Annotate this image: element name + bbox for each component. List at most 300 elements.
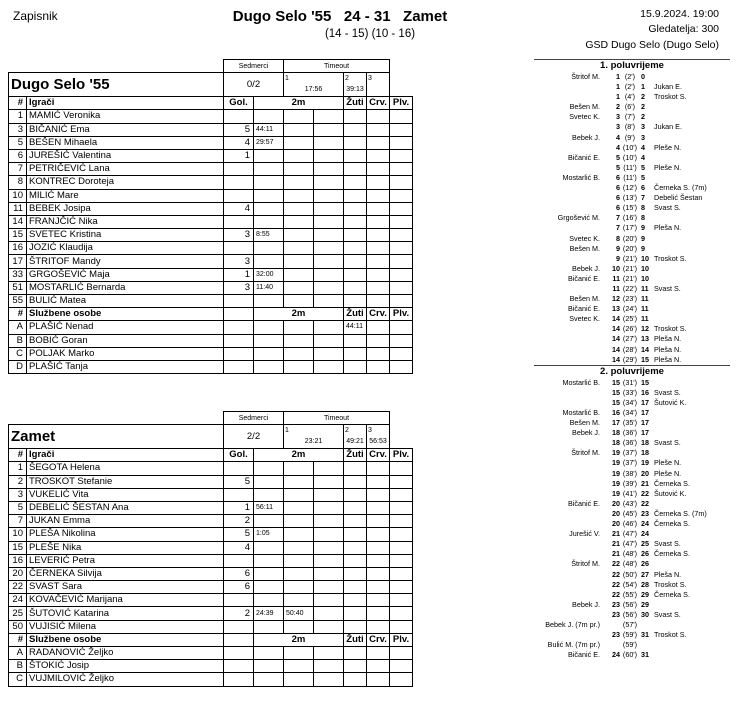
- empty: [390, 673, 413, 686]
- player-goals: 6: [224, 581, 254, 594]
- home-score: 15: [612, 387, 620, 397]
- suspension-2: [284, 255, 314, 268]
- suspension-1: [254, 215, 284, 228]
- yellow-card: [344, 541, 367, 554]
- players-header: Igrači: [27, 97, 224, 110]
- empty: [284, 321, 314, 334]
- away-score: 19: [641, 458, 649, 468]
- event-row: [534, 650, 730, 660]
- blue-card: [390, 163, 413, 176]
- suspension-2: [284, 528, 314, 541]
- player-number: 5: [9, 136, 27, 149]
- red-card: [367, 607, 390, 620]
- yellow-card: [344, 475, 367, 488]
- timeout-time: 56:53: [369, 438, 387, 446]
- event-row: [534, 509, 730, 519]
- suspension-2: [284, 149, 314, 162]
- event-row: [534, 324, 730, 334]
- home-scorer: Bešen M.: [569, 418, 600, 428]
- player-goals: [224, 215, 254, 228]
- event-row: [534, 489, 730, 499]
- suspension-1: [254, 255, 284, 268]
- suspension-3: [314, 163, 344, 176]
- yellow-card: [344, 515, 367, 528]
- yellow-card: [344, 488, 367, 501]
- home-score: 20: [612, 498, 620, 508]
- home-scorer: Štritof M.: [571, 448, 600, 458]
- player-name: JOZIĆ Klaudija: [27, 242, 224, 255]
- event-minute: (47'): [622, 529, 638, 539]
- event-row: [534, 284, 730, 294]
- event-minute: (24'): [622, 304, 638, 314]
- event-minute: (54'): [622, 579, 638, 589]
- red-card: [367, 581, 390, 594]
- home-scorer: Bičanić E.: [568, 498, 600, 508]
- empty: [224, 334, 254, 347]
- blue-card: [390, 554, 413, 567]
- home-score: 19: [612, 478, 620, 488]
- home-scorer: Štritof M.: [571, 559, 600, 569]
- yellow-card: [344, 581, 367, 594]
- event-minute: (23'): [622, 294, 638, 304]
- blue-card: [390, 462, 413, 475]
- event-minute: (12'): [622, 183, 638, 193]
- suspension-1: [254, 515, 284, 528]
- empty: [224, 633, 254, 646]
- home-scorer: Bičanić E.: [568, 650, 600, 660]
- empty: [224, 360, 254, 373]
- home-score: 22: [612, 559, 620, 569]
- away-score: 17: [641, 428, 649, 438]
- player-row: [9, 488, 438, 501]
- empty: [390, 321, 413, 334]
- event-minute: (60'): [622, 650, 638, 660]
- home-score: 18: [612, 428, 620, 438]
- empty: [367, 347, 390, 360]
- player-name: BEŠEN Mihaela: [27, 136, 224, 149]
- player-goals: 2: [224, 607, 254, 620]
- away-scorer: Šutović K.: [654, 397, 687, 407]
- suspension-1: [254, 176, 284, 189]
- player-number: 2: [9, 475, 27, 488]
- suspension-3: [314, 202, 344, 215]
- away-score: 1: [641, 82, 645, 92]
- red-card: [367, 554, 390, 567]
- suspension-3: [314, 189, 344, 202]
- home-scorer: Štritof M.: [571, 72, 600, 81]
- official-row: [9, 647, 438, 660]
- home-score: 22: [612, 579, 620, 589]
- blue-card: [390, 123, 413, 136]
- away-score: 2: [641, 102, 645, 112]
- goals-header: Gol.: [224, 449, 254, 462]
- away-score: 6: [641, 183, 645, 193]
- home-scorer: Svetec K.: [569, 314, 600, 324]
- event-row: [534, 304, 730, 314]
- official-code: A: [9, 321, 27, 334]
- suspension-3: [314, 567, 344, 580]
- away-score: 11: [641, 283, 649, 293]
- timeout-2: [344, 73, 367, 97]
- home-score: 21: [612, 529, 620, 539]
- blue-card: [390, 229, 413, 242]
- suspension-1: 8:55: [254, 229, 284, 242]
- red-card: [367, 268, 390, 281]
- team-name: Dugo Selo '55: [9, 73, 224, 97]
- event-row: [534, 539, 730, 549]
- red-card: [367, 149, 390, 162]
- second-half-heading: 2. poluvrijeme: [534, 365, 730, 378]
- player-goals: [224, 163, 254, 176]
- away-score: 16: [641, 387, 649, 397]
- suspension-3: [314, 123, 344, 136]
- player-name: GRGOŠEVIĆ Maja: [27, 268, 224, 281]
- yellow-card: [344, 295, 367, 308]
- player-goals: [224, 594, 254, 607]
- timeout-index: 1: [285, 75, 289, 83]
- timeout-index: 3: [368, 75, 372, 83]
- event-row: [534, 408, 730, 418]
- red-card: [367, 281, 390, 294]
- away-scorer: Troskot S.: [654, 579, 687, 589]
- away-scorer: Pleša N.: [654, 569, 682, 579]
- suspension-2: [284, 620, 314, 633]
- away-score: 24: [641, 519, 649, 529]
- event-row: [534, 264, 730, 274]
- blue-card: [390, 295, 413, 308]
- home-score: 20: [612, 519, 620, 529]
- red-card: [367, 176, 390, 189]
- away-score: 31: [641, 650, 649, 660]
- event-row: [534, 112, 730, 122]
- red-card: [367, 163, 390, 176]
- player-name: MILIĆ Mare: [27, 189, 224, 202]
- player-row: [9, 594, 438, 607]
- away-scorer: Svast S.: [654, 283, 681, 293]
- event-minute: (37'): [622, 458, 638, 468]
- event-minute: (13'): [622, 193, 638, 203]
- home-score: 23: [612, 599, 620, 609]
- red-header: Crv.: [367, 308, 390, 321]
- suspension-3: [314, 462, 344, 475]
- suspension-1: [254, 149, 284, 162]
- sedmerci-value: 2/2: [224, 425, 284, 449]
- player-number: 10: [9, 189, 27, 202]
- empty: [390, 334, 413, 347]
- player-name: VUKELIĆ Vita: [27, 488, 224, 501]
- player-row: [9, 202, 438, 215]
- player-number: 1: [9, 462, 27, 475]
- suspension-3: [314, 620, 344, 633]
- goals-header: Gol.: [224, 97, 254, 110]
- player-number: 7: [9, 163, 27, 176]
- event-minute: (2'): [624, 82, 636, 92]
- sedmerci-label: Sedmerci: [224, 60, 284, 73]
- red-card: [367, 541, 390, 554]
- event-minute: (48'): [622, 559, 638, 569]
- event-minute: (25'): [622, 314, 638, 324]
- player-name: JUREŠIĆ Valentina: [27, 149, 224, 162]
- player-number: 7: [9, 515, 27, 528]
- empty: [224, 321, 254, 334]
- suspension-2: [284, 110, 314, 123]
- suspension-1: [254, 488, 284, 501]
- players-header: Igrači: [27, 449, 224, 462]
- red-card: [367, 475, 390, 488]
- player-name: BULIĆ Matea: [27, 295, 224, 308]
- event-minute: (46'): [622, 519, 638, 529]
- suspension-1: 11:40: [254, 281, 284, 294]
- player-name: DEBELIĆ ŠESTAN Ana: [27, 501, 224, 514]
- event-minute: (10'): [622, 142, 638, 152]
- player-number: 15: [9, 229, 27, 242]
- player-row: [9, 554, 438, 567]
- away-score: 3: [641, 132, 645, 142]
- timeout-label: Timeout: [284, 60, 390, 73]
- suspension-2: [284, 136, 314, 149]
- player-goals: 5: [224, 475, 254, 488]
- player-number: 16: [9, 554, 27, 567]
- player-number: 22: [9, 581, 27, 594]
- blue-card: [390, 242, 413, 255]
- player-name: ŠTRITOF Mandy: [27, 255, 224, 268]
- event-row: [534, 458, 730, 468]
- two-min-header: 2m: [254, 97, 344, 110]
- official-code: C: [9, 347, 27, 360]
- event-minute: (43'): [622, 498, 638, 508]
- away-score: 2: [641, 92, 645, 102]
- official-row: [9, 660, 438, 673]
- event-minute: (47'): [622, 539, 638, 549]
- red-header: Crv.: [367, 449, 390, 462]
- player-row: [9, 242, 438, 255]
- home-scorer: Svetec K.: [569, 112, 600, 122]
- event-minute: (11'): [623, 162, 637, 172]
- event-minute: (7'): [624, 112, 636, 122]
- blue-card: [390, 515, 413, 528]
- home-scorer: Svetec K.: [569, 233, 600, 243]
- away-score: 26: [641, 549, 649, 559]
- player-name: KONTREC Doroteja: [27, 176, 224, 189]
- home-scorer: Mostarlić B.: [562, 377, 600, 387]
- suspension-2: [284, 202, 314, 215]
- away-score: 7: [641, 193, 645, 203]
- yellow-card: [344, 673, 367, 686]
- away-score: 5: [641, 172, 645, 182]
- timeout-index: 2: [345, 75, 349, 83]
- suspension-3: [314, 110, 344, 123]
- blue-card: [390, 110, 413, 123]
- away-score: 10: [641, 273, 649, 283]
- match-title: Dugo Selo '55 24 - 31 Zamet: [232, 8, 448, 25]
- event-row: [534, 102, 730, 112]
- suspension-2: [284, 475, 314, 488]
- event-minute: (37'): [622, 448, 638, 458]
- away-score: 27: [641, 569, 649, 579]
- blue-card: [390, 149, 413, 162]
- blue-card: [390, 607, 413, 620]
- player-row: [9, 255, 438, 268]
- suspension-1: [254, 189, 284, 202]
- blue-card: [390, 528, 413, 541]
- event-row: [534, 334, 730, 344]
- event-minute: (10'): [622, 152, 638, 162]
- away-scorer: Černeka S. (7m): [654, 183, 707, 193]
- player-name: MAMIĆ Veronika: [27, 110, 224, 123]
- away-scorer: Černeka S.: [654, 519, 690, 529]
- empty: [314, 334, 344, 347]
- event-row: [534, 418, 730, 428]
- player-row: [9, 541, 438, 554]
- away-score: 17: [641, 418, 649, 428]
- home-scorer: Mostarlić B.: [562, 408, 600, 417]
- event-minute: (4'): [624, 92, 636, 102]
- away-score: 10: [641, 263, 649, 273]
- away-score: 12: [641, 324, 649, 334]
- away-team-table: [8, 411, 438, 687]
- empty: [224, 673, 254, 686]
- official-code: B: [9, 660, 27, 673]
- player-number: 50: [9, 620, 27, 633]
- suspension-2: [284, 176, 314, 189]
- suspension-1: [254, 321, 284, 334]
- suspension-1: [254, 202, 284, 215]
- player-row: [9, 607, 438, 620]
- yellow-card: [344, 163, 367, 176]
- suspension-1: [254, 673, 284, 686]
- yellow-card: [344, 334, 367, 347]
- away-scorer: Svast S.: [654, 438, 681, 448]
- timeout-index: 2: [345, 427, 349, 435]
- sedmerci-value: 0/2: [224, 73, 284, 97]
- away-scorer: Svast S.: [654, 203, 681, 213]
- suspension-3: [314, 281, 344, 294]
- event-minute: (21'): [622, 263, 638, 273]
- suspension-2: [284, 242, 314, 255]
- yellow-header: Žuti: [344, 308, 367, 321]
- blue-card: [390, 541, 413, 554]
- away-score: 0: [641, 72, 645, 81]
- red-card: [367, 620, 390, 633]
- blue-card: [390, 189, 413, 202]
- away-score: 11: [641, 314, 649, 324]
- timeout-time: 17:56: [304, 86, 323, 94]
- away-score: 14: [641, 344, 649, 354]
- suspension-3: [314, 215, 344, 228]
- player-row: [9, 163, 438, 176]
- red-header: Crv.: [367, 97, 390, 110]
- suspension-2: [284, 554, 314, 567]
- match-date: 15.9.2024. 19:00: [640, 8, 719, 20]
- yellow-card: [344, 229, 367, 242]
- home-score: 5: [616, 152, 620, 162]
- home-score: 3: [616, 122, 620, 132]
- two-min-header: 2m: [254, 308, 344, 321]
- away-score: 11: [641, 294, 649, 304]
- timeout-3: [367, 425, 390, 449]
- suspension-1: 44:11: [254, 123, 284, 136]
- home-scorer: Mostarlić B.: [562, 172, 600, 182]
- blue-card: [390, 268, 413, 281]
- event-minute: (35'): [622, 418, 638, 428]
- blue-card: [390, 281, 413, 294]
- home-score: 1: [616, 82, 620, 92]
- suspension-1: 56:11: [254, 501, 284, 514]
- event-row: [534, 345, 730, 355]
- red-card: [367, 189, 390, 202]
- event-row: [534, 234, 730, 244]
- official-code: C: [9, 673, 27, 686]
- suspension-2: [284, 581, 314, 594]
- home-score: 6: [616, 183, 620, 193]
- official-name: POLJAK Marko: [27, 347, 224, 360]
- events-log: [534, 59, 730, 660]
- empty: [314, 321, 344, 334]
- spacer: [390, 425, 438, 449]
- player-goals: [224, 189, 254, 202]
- blue-header: Plv.: [390, 308, 413, 321]
- player-number: 25: [9, 607, 27, 620]
- empty: [224, 660, 254, 673]
- yellow-card: [344, 607, 367, 620]
- red-header: Crv.: [367, 633, 390, 646]
- suspension-1: 1:05: [254, 528, 284, 541]
- away-score: 28: [641, 579, 649, 589]
- home-scorer: Bebek J. (7m pr.): [545, 619, 600, 629]
- home-score: 3: [616, 112, 620, 122]
- player-row: [9, 189, 438, 202]
- away-scorer: Šutović K.: [654, 488, 687, 498]
- home-score: 14: [612, 344, 620, 354]
- away-score: 26: [641, 559, 649, 569]
- player-row: [9, 581, 438, 594]
- home-score: 19: [612, 458, 620, 468]
- event-row: [534, 640, 730, 650]
- away-score: 15: [641, 354, 649, 364]
- blue-card: [390, 475, 413, 488]
- away-score: 29: [641, 599, 649, 609]
- away-score: 9: [641, 243, 645, 253]
- away-score: 18: [641, 448, 649, 458]
- suspension-1: 29:57: [254, 136, 284, 149]
- event-row: [534, 173, 730, 183]
- empty: [367, 360, 390, 373]
- home-scorer: Bešen M.: [569, 243, 600, 253]
- player-number: 3: [9, 123, 27, 136]
- suspension-3: [314, 149, 344, 162]
- away-scorer: Černeka S. (7m): [654, 508, 707, 518]
- player-number: 11: [9, 202, 27, 215]
- player-goals: 2: [224, 515, 254, 528]
- suspension-2: [284, 567, 314, 580]
- official-name: RADANOVIĆ Željko: [27, 647, 224, 660]
- player-row: [9, 620, 438, 633]
- player-goals: 1: [224, 268, 254, 281]
- official-row: [9, 673, 438, 686]
- event-minute: (50'): [622, 569, 638, 579]
- event-row: [534, 72, 730, 82]
- event-minute: (20'): [622, 233, 638, 243]
- player-goals: 3: [224, 281, 254, 294]
- suspension-2: [284, 295, 314, 308]
- player-number: 3: [9, 488, 27, 501]
- spacer: [9, 60, 224, 73]
- empty: [367, 673, 390, 686]
- event-row: [534, 213, 730, 223]
- home-score: 23: [612, 609, 620, 619]
- home-scorer: Bebek J.: [572, 428, 600, 438]
- event-minute: (36'): [622, 428, 638, 438]
